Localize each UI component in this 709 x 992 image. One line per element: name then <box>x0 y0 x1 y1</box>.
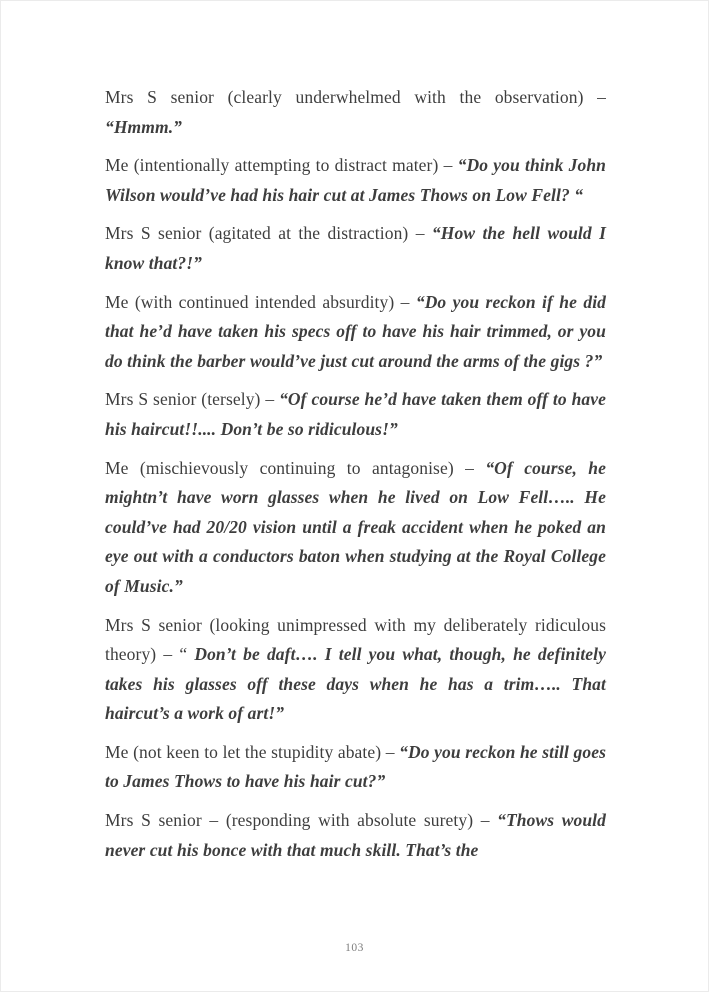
dialogue-quote: “Of course he’d have taken them off to have his haircut!!.... Don’t be so ridiculous!” <box>105 389 606 439</box>
paragraph <box>105 738 606 797</box>
dialogue-quote: “Hmmm.” <box>105 116 183 137</box>
page-number: 103 <box>345 942 364 954</box>
speaker-intro: Mrs S senior – (responding with absolute surety) – <box>105 810 498 831</box>
dialogue-quote: “Do you think John Wilson would’ve had his hair cut at James Thows on Low Fell? “ <box>105 155 607 205</box>
speaker-intro: Mrs S senior (agitated at the distraction) – <box>105 223 432 244</box>
dialogue-quote: Don’t be daft…. I tell you what, though, he definitely takes his glasses off these days when he has a trim….. That haircut’s a work of art!” <box>105 644 606 724</box>
paragraph <box>105 288 606 377</box>
speaker-intro: Me (mischievously continuing to antagonise) – <box>105 457 486 478</box>
text-block <box>105 83 606 874</box>
speaker-intro: Me (intentionally attempting to distract mater) – <box>105 155 458 176</box>
paragraph <box>105 219 606 278</box>
dialogue-quote: “Do you reckon he still goes to James Thows to have his hair cut?” <box>105 741 606 792</box>
dialogue-quote: “Of course, he mightn’t have worn glasses when he lived on Low Fell….. He could’ve had 20/20 vision until a freak accident when he poked an eye out with a conductors baton when studying at the Royal College of Music.” <box>105 457 606 596</box>
dialogue-quote: “Thows would never cut his bonce with that much skill. That’s the <box>105 810 606 860</box>
speaker-intro: Mrs S senior (looking unimpressed with my deliberately ridiculous theory) – “ <box>105 614 606 665</box>
speaker-intro: Me (not keen to let the stupidity abate) – <box>105 741 400 762</box>
speaker-intro: Me (with continued intended absurdity) – <box>105 291 416 312</box>
dialogue-quote: “Do you reckon if he did that he’d have taken his specs off to have his hair trimmed, or you do think the barber would’ve just cut around the arms of the gigs ?” <box>105 291 607 371</box>
paragraph <box>105 806 606 865</box>
dialogue-quote: “How the hell would I know that?!” <box>105 223 606 273</box>
speaker-intro: Mrs S senior (tersely) – <box>105 389 280 410</box>
paragraph <box>105 611 606 729</box>
paragraph <box>105 454 606 602</box>
paragraph <box>105 385 606 444</box>
paragraph <box>105 151 606 210</box>
paragraph <box>105 83 606 142</box>
speaker-intro: Mrs S senior (clearly underwhelmed with the observation) – <box>105 87 606 107</box>
